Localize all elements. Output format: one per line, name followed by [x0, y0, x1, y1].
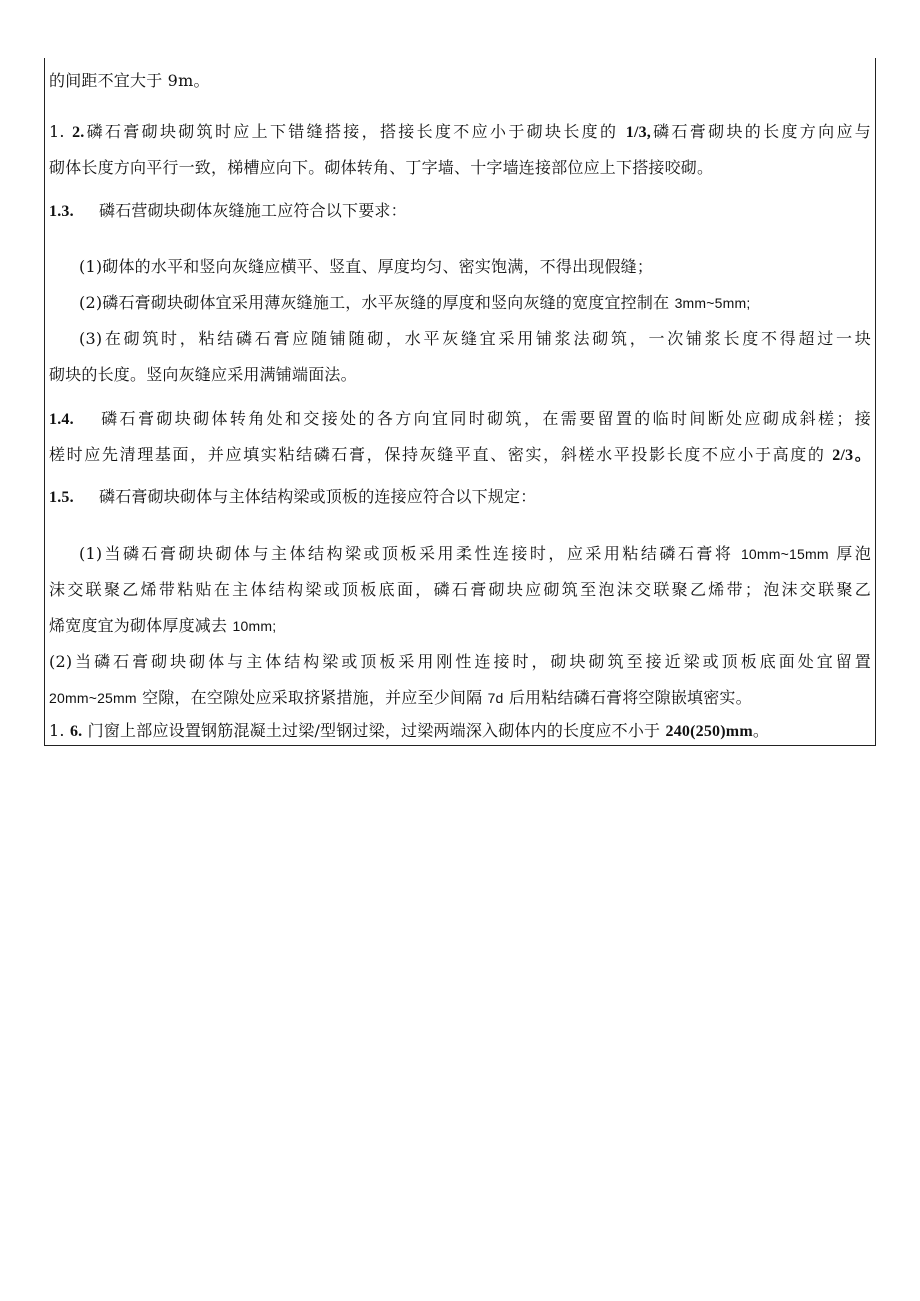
item-1-5-sub-2-line-1	[49, 651, 871, 673]
fraction-value: 2/3。	[832, 447, 871, 464]
text-span: (1)当磷石膏砌块砌体与主体结构梁或顶板采用柔性连接时，应采用粘结磷石膏将	[79, 544, 741, 563]
text-span: 磷石营砌块砌体灰缝施工应符合以下要求：	[99, 201, 407, 220]
text-span: 1.	[49, 122, 73, 141]
item-1-6-line	[49, 720, 871, 743]
item-1-2-line-2	[49, 157, 871, 179]
text-span: 磷石膏砌块的长度方向应与	[651, 122, 872, 141]
dimension-value: 10mm;	[232, 618, 277, 634]
text-span: 沫交联聚乙烯带粘贴在主体结构梁或顶板底面，磷石膏砌块应砌筑至泡沫交联聚乙烯带；泡沫交联聚乙	[49, 580, 871, 599]
dimension-value: 240(250)mm	[665, 723, 753, 740]
text-span: 空隙，在空隙处应采取挤紧措施，并应至少间隔	[136, 688, 488, 707]
text-span: (1)砌体的水平和竖向灰缝应横平、竖直、厚度均匀、密实饱满，不得出现假缝；	[79, 257, 654, 276]
item-1-3-sub-3-line-1	[79, 328, 871, 350]
item-1-4-line-1	[49, 408, 871, 431]
text-line-1	[49, 70, 871, 92]
item-1-5-heading	[49, 486, 871, 509]
text-span: 烯宽度宜为砌体厚度减去	[49, 616, 233, 635]
text-span: (2)当磷石膏砌块砌体与主体结构梁或顶板采用刚性连接时，砌块砌筑至接近梁或顶板底面处宜留置	[49, 652, 871, 671]
item-1-3-sub-3-line-2	[49, 364, 871, 386]
text-span: 门窗上部应设置钢筋混凝土过梁/型钢过梁，过梁两端深入砌体内的长度应不小于	[82, 721, 666, 740]
item-1-4-line-2	[49, 444, 871, 467]
item-number: 1.4.	[49, 411, 74, 428]
item-number: 2.	[72, 124, 85, 141]
item-1-3-sub-1	[49, 256, 871, 278]
item-1-5-sub-2-line-2	[49, 687, 871, 709]
fraction-value: 1/3,	[625, 124, 651, 141]
text-span: 厚泡	[828, 544, 871, 563]
dimension-value: 10mm~15mm	[740, 546, 829, 562]
item-1-5-sub-1-line-3	[49, 615, 871, 637]
text-span: 槎时应先清理基面，并应填实粘结磷石膏，保持灰缝平直、密实，斜槎水平投影长度不应小于高度的	[49, 445, 833, 464]
text-span: 磷石膏砌块砌体与主体结构梁或顶板的连接应符合以下规定：	[99, 487, 537, 506]
dimension-value: 7d	[487, 690, 504, 706]
text-span: 磷石膏砌块砌筑时应上下错缝搭接，搭接长度不应小于砌块长度的	[84, 122, 626, 141]
text-span: (3)在砌筑时，粘结磷石膏应随铺随砌，水平灰缝宜采用铺浆法砌筑，一次铺浆长度不得超过一块	[79, 329, 871, 348]
dimension-value: 20mm~25mm	[49, 690, 137, 706]
text-span: 后用粘结磷石膏将空隙嵌填密实。	[503, 688, 752, 707]
item-1-5-sub-1-line-1	[79, 543, 871, 565]
item-1-2-line-1	[49, 121, 871, 144]
text-span: 砌体长度方向平行一致，梯槽应向下。砌体转角、丁字墙、十字墙连接部位应上下搭接咬砌。	[49, 158, 714, 177]
item-1-3-heading	[49, 200, 871, 223]
text-span: 1.	[49, 721, 70, 740]
item-number: 6.	[69, 723, 83, 740]
text-span: 。	[752, 721, 770, 740]
text-span: 砌块的长度。竖向灰缝应采用满铺端面法。	[49, 365, 357, 384]
text-span: 磷石膏砌块砌体转角处和交接处的各方向宜同时砌筑，在需要留置的临时间断处应砌成斜槎；接	[99, 409, 871, 428]
document-table-cell	[44, 58, 876, 746]
text-span: 的间距不宜大于 9m。	[49, 71, 210, 90]
item-number: 1.3.	[49, 203, 74, 220]
item-number: 1.5.	[49, 489, 74, 506]
dimension-value: 3mm~5mm;	[674, 295, 751, 311]
text-span: (2)磷石膏砌块砌体宜采用薄灰缝施工，水平灰缝的厚度和竖向灰缝的宽度宜控制在	[79, 293, 675, 312]
item-1-5-sub-1-line-2	[49, 579, 871, 601]
item-1-3-sub-2	[49, 292, 871, 314]
